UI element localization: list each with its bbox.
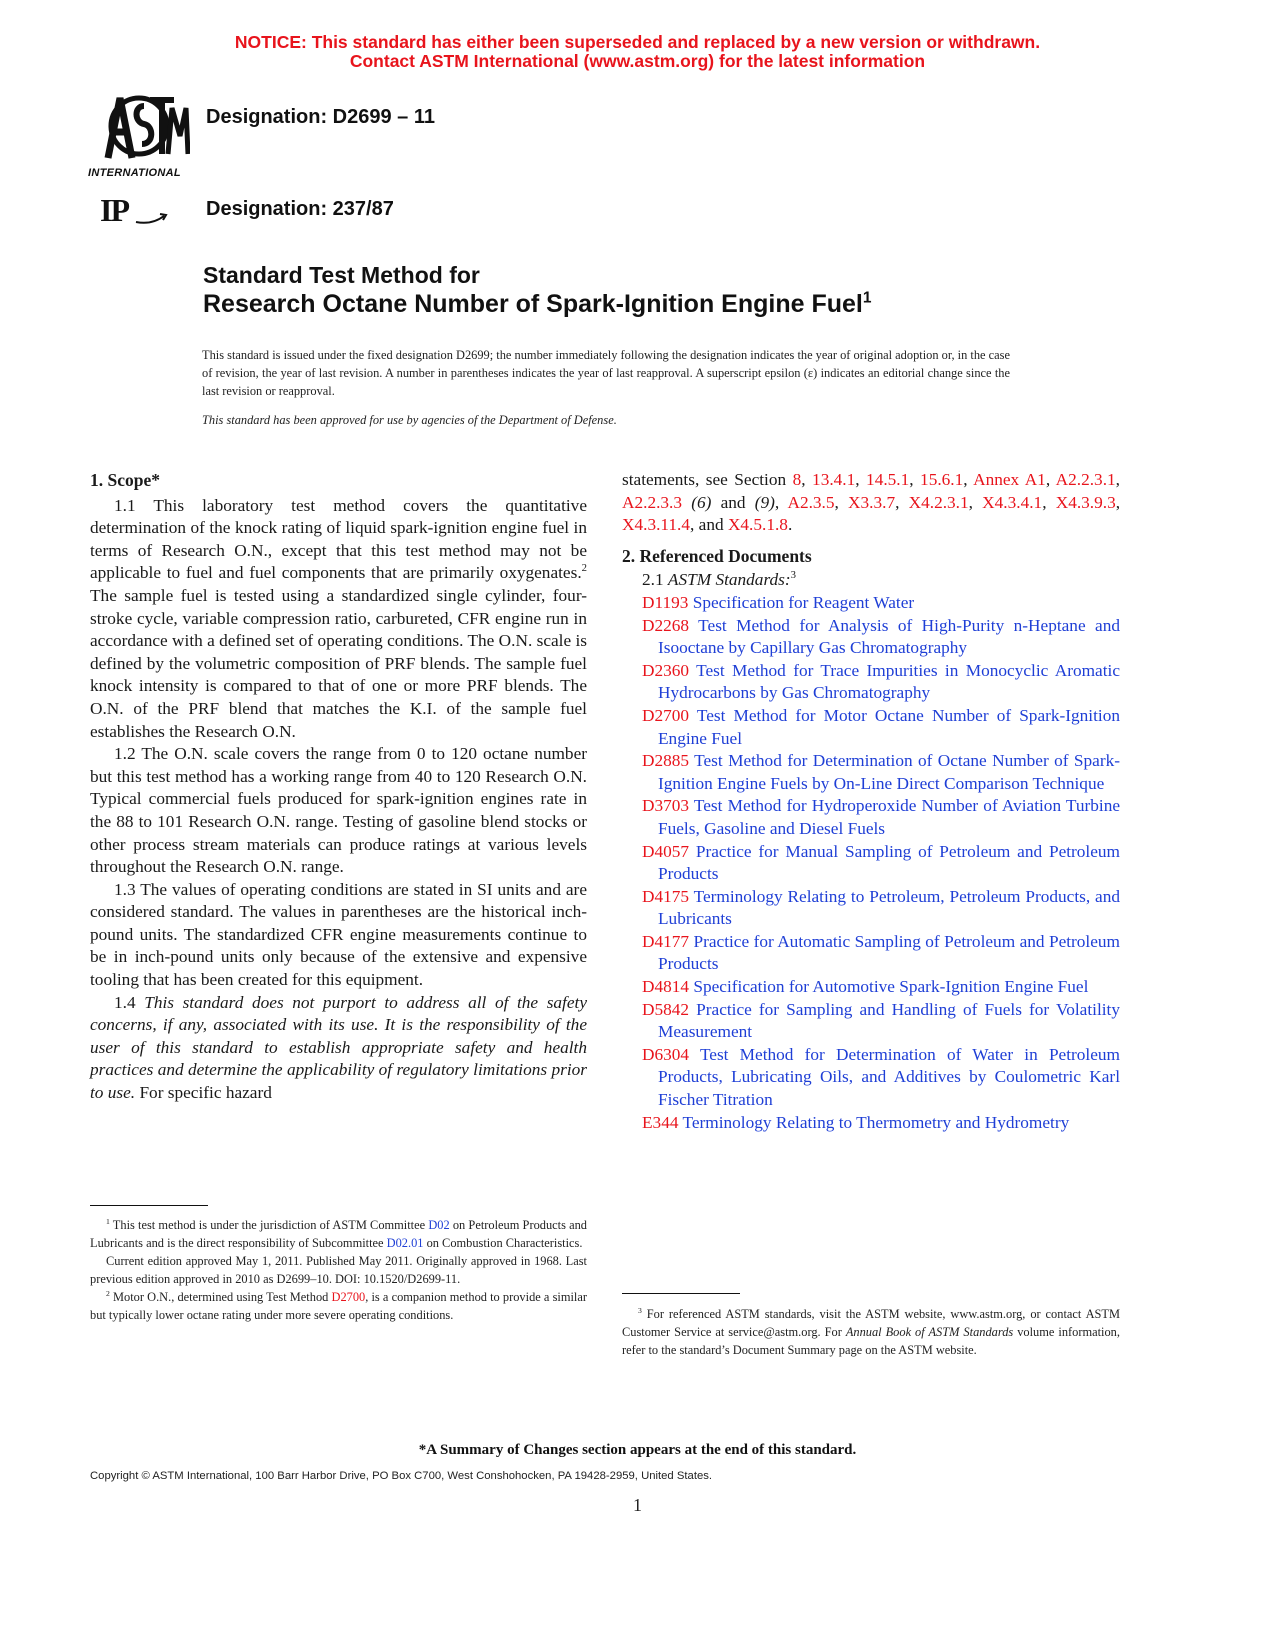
scope-cont-and: and (720, 492, 746, 512)
summary-note: *A Summary of Changes section appears at the end of this standard. (418, 1442, 857, 1458)
ref-title[interactable]: Terminology Relating to Petroleum, Petroleum Products, and Lubricants (658, 886, 1120, 929)
footnote-rule-left (90, 1205, 208, 1206)
reference-item[interactable] (642, 999, 1120, 1044)
footnote-3-a: For referenced ASTM standards, visit the ASTM website, www.astm.org, or contact ASTM Customer Service at service@astm.org. For (622, 1307, 1120, 1339)
ref-title[interactable]: Test Method for Determination of Octane Number of Spark-Ignition Engine Fuels by On-Line Direct Comparison Technique (658, 751, 1120, 793)
ref-code[interactable]: D4177 (642, 931, 690, 951)
scope-1-4-italic: This standard does not purport to address all of the safety concerns, if any, associated with its use. It is the responsibility of the user of this standard to establish appropriate safety and health practices and determine the applicability of regulatory limitations prior to use. (90, 992, 588, 1103)
ref-code[interactable]: D4057 (642, 841, 690, 861)
footnote-3-mark: 3 (638, 1305, 642, 1315)
link-x4-3-4-1[interactable]: X4.3.4.1 (982, 492, 1043, 512)
footnote-3-b: volume information, refer to the standard’s Document Summary page on the ASTM website. (622, 1325, 1120, 1357)
scope-1-1-sup: 2 (581, 562, 587, 575)
ip-designation: Designation: 237/87 (206, 198, 394, 220)
scope-1-4 (90, 992, 587, 1105)
ref-code[interactable]: D5842 (642, 999, 690, 1019)
title-line-2 (203, 290, 871, 319)
reference-item[interactable] (642, 750, 1120, 795)
astm-logo-text: INTERNATIONAL (88, 167, 181, 179)
scope-1-2: 1.2 The O.N. scale covers the range from 0 to 120 octane number but this test method has a working range from 40 to 120 Research O.N. Typical commercial fuels produced for spark-ignition engines rate in the 88 to 101 Research O.N. range. Testing of gasoline blend stocks or other process stream materials can produce ratings at various levels throughout the Research O.N. range. (90, 744, 587, 877)
scope-cont-last-and: and (698, 515, 724, 535)
copyright: Copyright © ASTM International, 100 Barr Harbor Drive, PO Box C700, West Conshohocken, PA 19428-2959, United States. (90, 1470, 713, 1482)
ref-code[interactable]: D2700 (642, 705, 690, 725)
link-a2-2-3-3[interactable]: A2.2.3.3 (622, 492, 683, 512)
link-a2-3-5[interactable]: A2.3.5 (787, 492, 835, 512)
scope-1-1 (90, 495, 587, 744)
astm-standards-text: ASTM Standards: (667, 570, 791, 590)
astm-standards-label (622, 569, 1120, 592)
link-13-4-1[interactable]: 13.4.1 (812, 470, 856, 489)
ref-title[interactable]: Practice for Manual Sampling of Petroleum and Petroleum Products (658, 841, 1120, 884)
reference-item[interactable] (642, 931, 1120, 976)
ip-logo-text: IP (100, 192, 128, 228)
scope-1-4-num: 1.4 (114, 992, 145, 1012)
link-section-8[interactable]: 8 (792, 470, 802, 489)
ref-title[interactable]: Specification for Automotive Spark-Ignition Engine Fuel (693, 977, 1089, 997)
notice-line-1: NOTICE: This standard has either been superseded and replaced by a new version or withdrawn. (234, 32, 1041, 52)
footnote-3-italic: Annual Book of ASTM Standards (845, 1325, 1014, 1339)
astm-designation: Designation: D2699 – 11 (206, 106, 435, 128)
ref-title[interactable]: Test Method for Trace Impurities in Monocyclic Aromatic Hydrocarbons by Gas Chromatography (658, 660, 1120, 703)
footnote-1-c: on Combustion Characteristics. (423, 1236, 583, 1250)
notice-banner (0, 33, 1275, 71)
reference-item[interactable] (642, 886, 1120, 931)
astm-standards-sup: 3 (790, 569, 797, 582)
ref-code[interactable]: D1193 (642, 592, 689, 612)
ref-title[interactable]: Test Method for Analysis of High-Purity n-Heptane and Isooctane by Capillary Gas Chromatography (658, 615, 1120, 658)
ref-code[interactable]: D2885 (642, 751, 690, 771)
title-line-1: Standard Test Method for (203, 262, 480, 288)
link-x3-3-7[interactable]: X3.3.7 (848, 492, 896, 512)
link-d02[interactable]: D02 (428, 1218, 450, 1232)
astm-standards-num: 2.1 (642, 570, 668, 590)
reference-item[interactable] (642, 660, 1120, 705)
reference-item[interactable] (642, 795, 1120, 840)
ref-code[interactable]: D3703 (642, 796, 690, 816)
scope-1-1-b: The sample fuel is tested using a standardized single cylinder, four-stroke cycle, variable compression ratio, carbureted, CFR engine run in accordance with a defined set of operating conditions. The O.N. scale is defined by the volumetric composition of PRF blends. The sample fuel knock intensity is compared to that of one or more PRF blends. The O.N. of the PRF blend that matches the K.I. of the sample fuel establishes the Research O.N. (90, 585, 587, 741)
reference-item[interactable] (642, 1044, 1120, 1112)
notice-line-2: Contact ASTM International (www.astm.org) for the latest information (349, 51, 926, 71)
reference-item[interactable] (642, 1112, 1120, 1135)
reference-item[interactable] (642, 615, 1120, 660)
scope-1-4-tail: For specific hazard (135, 1083, 272, 1103)
right-footnotes (622, 1305, 1120, 1359)
scope-cont-ref-6: (6) (691, 492, 712, 512)
ref-code[interactable]: D4814 (642, 977, 690, 997)
footnote-1-edition: Current edition approved May 1, 2011. Published May 2011. Originally approved in 1968. Last previous edition approved in 2010 as D2699–10. DOI: 10.1520/D2699-11. (90, 1254, 587, 1286)
astm-logo-mark (88, 88, 190, 164)
title-text: Research Octane Number of Spark-Ignition Engine Fuel (203, 290, 863, 318)
scope-cont-ref-9: (9) (754, 492, 775, 512)
link-d02-01[interactable]: D02.01 (386, 1236, 424, 1250)
astm-logo (88, 88, 190, 178)
ref-title[interactable]: Specification for Reagent Water (692, 592, 915, 612)
footnote-1-mark: 1 (106, 1216, 110, 1226)
reference-list (622, 592, 1120, 1134)
ref-title[interactable]: Practice for Automatic Sampling of Petroleum and Petroleum Products (658, 931, 1120, 974)
title-footnote-mark: 1 (862, 289, 872, 307)
footnote-1-a: This test method is under the jurisdiction of ASTM Committee (109, 1218, 429, 1232)
ref-title[interactable]: Terminology Relating to Thermometry and Hydrometry (682, 1112, 1070, 1132)
link-x4-2-3-1[interactable]: X4.2.3.1 (908, 492, 969, 512)
left-column (90, 469, 587, 1105)
ref-code[interactable]: D6304 (642, 1044, 690, 1064)
footnote-1-b: on Petroleum Products and Lubricants and is the direct responsibility of Subcommittee (90, 1218, 587, 1250)
reference-item[interactable] (642, 976, 1120, 999)
link-14-5-1[interactable]: 14.5.1 (866, 470, 910, 489)
link-d2700-footnote[interactable]: D2700 (331, 1290, 366, 1304)
scope-heading: 1. Scope* (90, 470, 160, 490)
intro-issued: This standard is issued under the fixed designation D2699; the number immediately following the designation indicates the year of original adoption or, in the case of revision, the year of last revision. A number in parentheses indicates the year of last reapproval. A superscript epsilon (ε) indicates an editorial change since the last revision or reapproval. (202, 348, 1010, 398)
left-footnotes (90, 1216, 587, 1324)
link-a2-2-3-1[interactable]: A2.2.3.1 (1055, 470, 1116, 489)
footnote-2-mark: 2 (106, 1288, 110, 1298)
link-x4-3-11-4[interactable]: X4.3.11.4 (622, 515, 691, 535)
ref-title[interactable]: Test Method for Motor Octane Number of Spark-Ignition Engine Fuel (658, 705, 1120, 748)
ref-code[interactable]: D2268 (642, 615, 690, 635)
scope-1-3: 1.3 The values of operating conditions are stated in SI units and are considered standard. The values in parentheses are the historical inch-pound units. The standardized CFR engine measurements continue to be in inch-pound units only because of the extensive and expensive tooling that has been created for this equipment. (90, 879, 587, 990)
footnote-3 (622, 1305, 1120, 1359)
reference-item[interactable] (642, 841, 1120, 886)
ref-code[interactable]: D2360 (642, 660, 690, 680)
ip-logo-swoosh (134, 210, 168, 226)
link-x4-5-1-8[interactable]: X4.5.1.8 (727, 515, 788, 535)
scope-cont-pre: statements, see Section (622, 470, 793, 489)
footnote-1 (90, 1216, 587, 1252)
footnote-2-a: Motor O.N., determined using Test Method (109, 1290, 332, 1304)
page-number: 1 (633, 1495, 642, 1515)
right-column (622, 469, 1120, 1134)
ref-title[interactable]: Test Method for Hydroperoxide Number of Aviation Turbine Fuels, Gasoline and Diesel Fuels (658, 796, 1121, 838)
scope-continuation: statements, see Section 8, 13.4.1, 14.5.1, 15.6.1, Annex A1, A2.2.3.1, A2.2.3.3 (6) and (9), A2.3.5, X3.3.7, X4.2.3.1, X4.3.4.1, X4.3.9.3, X4.3.11.4, and X4.5.1.8. (622, 470, 1121, 535)
intro-dod: This standard has been approved for use by agencies of the Department of Defense. (202, 413, 617, 427)
scope-1-1-a: 1.1 This laboratory test method covers the quantitative determination of the knock rating of liquid spark-ignition engine fuel in terms of Research O.N., except that this test method may not be applicable to fuel and fuel components that are primarily oxygenates. (90, 495, 587, 583)
references-heading: 2. Referenced Documents (622, 545, 812, 566)
footnote-rule-right (622, 1293, 740, 1294)
link-15-6-1[interactable]: 15.6.1 (920, 470, 964, 489)
ref-title[interactable]: Test Method for Determination of Water in Petroleum Products, Lubricating Oils, and Additives by Coulometric Karl Fischer Titration (658, 1044, 1120, 1110)
footnote-2 (90, 1288, 587, 1324)
reference-item[interactable] (642, 705, 1120, 750)
ip-logo (100, 192, 172, 228)
ref-code[interactable]: D4175 (642, 886, 690, 906)
link-x4-3-9-3[interactable]: X4.3.9.3 (1055, 492, 1116, 512)
footnote-2-b: , is a companion method to provide a similar but typically lower octane rating under more severe operating conditions. (90, 1290, 587, 1322)
reference-item[interactable] (642, 592, 1120, 615)
ref-title[interactable]: Practice for Sampling and Handling of Fuels for Volatility Measurement (658, 999, 1120, 1042)
ref-code[interactable]: E344 (642, 1112, 679, 1132)
link-annex-a1[interactable]: Annex A1 (973, 470, 1046, 489)
